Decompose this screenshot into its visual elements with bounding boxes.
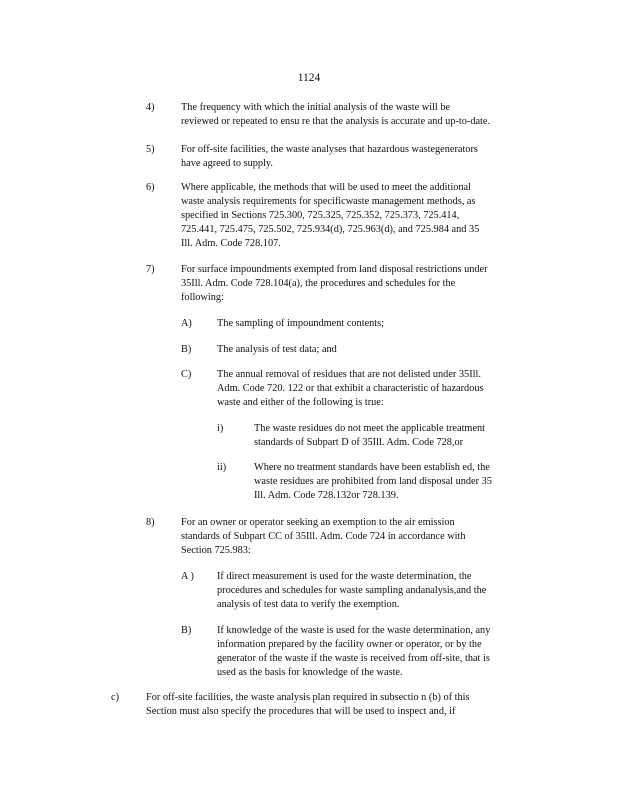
item-line: If knowledge of the waste is used for the waste determination, any	[217, 625, 491, 636]
item-line: analysis of test data to verify the exemption.	[217, 598, 400, 610]
item-line: For off-site facilities, the waste analyses that hazardous wastegenerators	[181, 144, 478, 155]
item-line: The waste residues do not meet the applicable treatment	[254, 423, 486, 434]
item-line: Ill. Adm. Code 728.107.	[181, 237, 281, 249]
item-line: generator of the waste if the waste is received from off-site, that is	[217, 652, 490, 664]
item-line: specified in Sections 725.300, 725.325, 725.352, 725.373, 725.414,	[181, 209, 460, 221]
item-line: information prepared by the facility owner or operator, or by the	[217, 638, 482, 650]
item-label: c)	[111, 692, 119, 703]
item-line: procedures and schedules for waste sampling andanalysis,and the	[217, 584, 487, 596]
page-number: 1124	[297, 72, 321, 84]
item-line: used as the basis for knowledge of the waste.	[217, 666, 403, 678]
item-line: following:	[181, 291, 224, 303]
item-line: The annual removal of residues that are not delisted under 35Ill.	[217, 369, 481, 380]
item-line: For an owner or operator seeking an exemption to the air emission	[181, 517, 455, 528]
item-label: 5)	[146, 144, 155, 155]
item-line: For off-site facilities, the waste analysis plan required in subsectio n (b) of this	[146, 692, 470, 703]
item-label: 4)	[146, 102, 155, 113]
item-line: Adm. Code 720. 122 or that exhibit a characteristic of hazardous	[217, 382, 484, 394]
item-label: B)	[181, 344, 192, 355]
item-label: 7)	[146, 264, 155, 275]
item-line: standards of Subpart D of 35Ill. Adm. Code 728,or	[254, 436, 464, 448]
item-line: Section 725.983:	[181, 544, 251, 556]
item-line: Ill. Adm. Code 728.132or 728.139.	[254, 489, 399, 501]
item-line: waste residues are prohibited from land disposal under 35	[254, 475, 492, 487]
item-label: ii)	[217, 462, 227, 473]
item-line: waste analysis requirements for specificwaste management methods, as	[181, 195, 476, 207]
item-line: The sampling of impoundment contents;	[217, 318, 385, 329]
item-line: Section must also specify the procedures that will be used to inspect and, if	[146, 705, 456, 717]
item-label: C)	[181, 369, 192, 380]
item-line: For surface impoundments exempted from land disposal restrictions under	[181, 264, 488, 275]
item-line: waste and either of the following is true:	[217, 396, 384, 408]
item-line: The analysis of test data; and	[217, 344, 337, 355]
item-line: standards of Subpart CC of 35Ill. Adm. Code 724 in accordance with	[181, 530, 466, 542]
item-label: 8)	[146, 517, 155, 528]
item-line: Where applicable, the methods that will be used to meet the additional	[181, 182, 471, 193]
item-line: 725.441, 725.475, 725.502, 725.934(d), 725.963(d), and 725.984 and 35	[181, 223, 480, 235]
item-line: 35Ill. Adm. Code 728.104(a), the procedures and schedules for the	[181, 277, 456, 289]
item-label: A )	[181, 571, 194, 582]
item-label: A)	[181, 318, 192, 329]
item-line: If direct measurement is used for the waste determination, the	[217, 571, 472, 582]
item-label: B)	[181, 625, 192, 636]
item-line: reviewed or repeated to ensu re that the analysis is accurate and up-to-date.	[181, 115, 491, 127]
item-line: The frequency with which the initial analysis of the waste will be	[181, 102, 451, 113]
item-line: have agreed to supply.	[181, 157, 273, 169]
item-label: 6)	[146, 182, 155, 193]
item-label: i)	[217, 423, 224, 434]
item-line: Where no treatment standards have been establish ed, the	[254, 462, 490, 473]
